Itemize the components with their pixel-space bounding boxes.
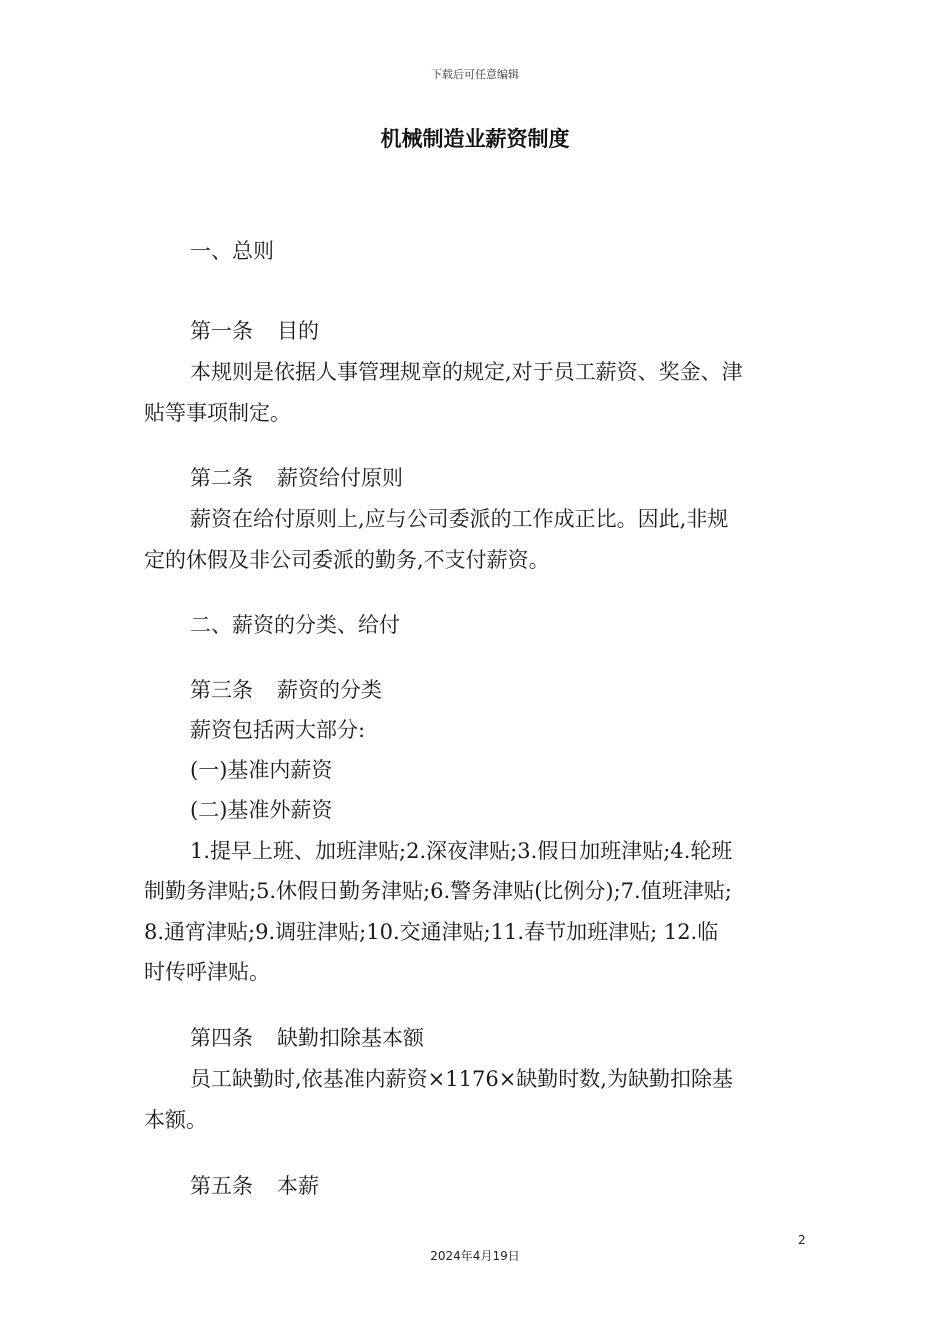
article-2-heading (190, 464, 403, 492)
allowance-list-line-1: 1.提早上班、加班津贴;2.深夜津贴;3.假日加班津贴;4.轮班 (190, 839, 733, 863)
article-5-title: 本薪 (277, 1174, 319, 1198)
article-3-intro: 薪资包括两大部分: (190, 718, 366, 742)
article-1-body-line-2: 贴等事项制定。 (144, 401, 291, 425)
article-4-heading (190, 1024, 424, 1052)
article-4-label: 第四条 (190, 1026, 253, 1050)
article-4-body-line-1: 员工缺勤时,依基准内薪资×1176×缺勤时数,为缺勤扣除基 (190, 1067, 733, 1091)
allowance-list-line-4: 时传呼津贴。 (144, 960, 270, 984)
article-1-label: 第一条 (190, 319, 253, 343)
section-heading-general: 一、总则 (190, 239, 274, 263)
header-note: 下载后可任意编辑 (431, 68, 519, 81)
article-4-title: 缺勤扣除基本额 (277, 1026, 424, 1050)
article-5-heading (190, 1172, 319, 1200)
article-2-title: 薪资给付原则 (277, 466, 403, 490)
article-2-body-line-1: 薪资在给付原则上,应与公司委派的工作成正比。因此,非规 (190, 507, 729, 531)
allowance-list-line-2: 制勤务津贴;5.休假日勤务津贴;6.警务津贴(比例分);7.值班津贴; (144, 879, 732, 903)
article-2-label: 第二条 (190, 466, 253, 490)
article-3-item-2: (二)基准外薪资 (190, 798, 333, 822)
article-1-heading (190, 317, 319, 345)
article-3-title: 薪资的分类 (277, 678, 382, 702)
page-number: 2 (798, 1233, 806, 1247)
article-3-item-1: (一)基准内薪资 (190, 758, 333, 782)
section-heading-salary-classification: 二、薪资的分类、给付 (190, 613, 400, 637)
article-5-label: 第五条 (190, 1174, 253, 1198)
article-3-label: 第三条 (190, 678, 253, 702)
article-2-body-line-2: 定的休假及非公司委派的勤务,不支付薪资。 (144, 548, 550, 572)
article-4-body-line-2: 本额。 (144, 1108, 207, 1132)
document-title: 机械制造业薪资制度 (380, 127, 570, 151)
article-3-heading (190, 676, 382, 704)
footer-date: 2024年4月19日 (430, 1249, 520, 1263)
article-1-title: 目的 (277, 319, 319, 343)
article-1-body-line-1: 本规则是依据人事管理规章的规定,对于员工薪资、奖金、津 (190, 360, 743, 384)
allowance-list-line-3: 8.通宵津贴;9.调驻津贴;10.交通津贴;11.春节加班津贴; 12.临 (144, 920, 719, 944)
